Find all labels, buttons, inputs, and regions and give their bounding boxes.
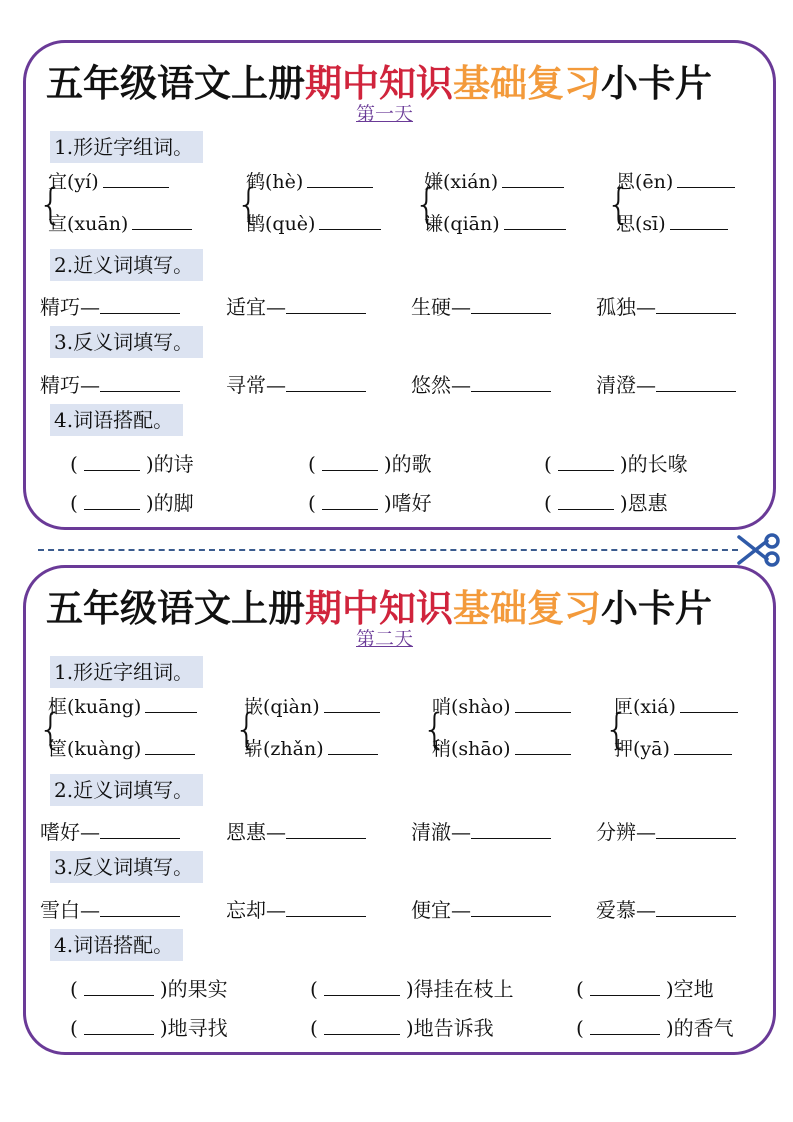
answer-blank[interactable]	[322, 508, 378, 510]
answer-blank[interactable]	[286, 915, 366, 917]
answer-blank[interactable]	[307, 186, 373, 188]
answer-blank[interactable]	[319, 228, 381, 230]
antonym-item: 雪白—	[40, 894, 180, 923]
answer-blank[interactable]	[677, 186, 735, 188]
answer-blank[interactable]	[558, 508, 614, 510]
section-similar-chars: 1.形近字组词。	[50, 131, 203, 163]
match-item: ( )嗜好	[308, 491, 432, 515]
answer-blank[interactable]	[656, 915, 736, 917]
answer-blank[interactable]	[471, 915, 551, 917]
match-item: ( )的香气	[576, 1016, 734, 1040]
answer-blank[interactable]	[286, 312, 366, 314]
synonym-item: 孤独—	[596, 291, 736, 320]
day-label: 第一天	[356, 103, 414, 125]
antonym-item: 爱慕—	[596, 894, 736, 923]
answer-blank[interactable]	[84, 508, 140, 510]
match-item: ( )的脚	[70, 491, 194, 515]
brace-icon: {	[236, 180, 262, 230]
section-similar-chars: 1.形近字组词。	[50, 656, 203, 688]
brace-icon: {	[604, 705, 630, 755]
match-item: ( )恩惠	[544, 491, 668, 515]
brace-icon: {	[38, 705, 64, 755]
section-antonyms: 3.反义词填写。	[50, 851, 203, 883]
section-word-matching: 4.词语搭配。	[50, 404, 183, 436]
synonym-item: 生硬—	[411, 291, 551, 320]
answer-blank[interactable]	[328, 753, 378, 755]
synonym-item: 适宜—	[226, 291, 366, 320]
synonym-item: 精巧—	[40, 291, 180, 320]
synonym-item: 清澈—	[411, 816, 551, 845]
synonym-item: 分辨—	[596, 816, 736, 845]
answer-blank[interactable]	[84, 469, 140, 471]
review-card-day-1: 五年级语文上册期中知识基础复习小卡片 第一天 1.形近字组词。 { 宜(yí) 宣(xuān) { 鹤(hè) 鹊(què) { 嫌(xián) 谦(qiān) { 恩(ēn) 思(sī) 2.近义词填写。 精巧— 适宜— 生硬— 孤独— 3.反义词填写。 精巧— 寻常— 悠然— 清澄— 4.词语搭配。 ( )的诗 ( )的歌 ( )的长喙 ( )的脚 ( )嗜好 ( )恩惠	[23, 40, 776, 530]
answer-blank[interactable]	[103, 186, 169, 188]
answer-blank[interactable]	[324, 994, 400, 996]
answer-blank[interactable]	[145, 711, 197, 713]
section-synonyms: 2.近义词填写。	[50, 249, 203, 281]
answer-blank[interactable]	[502, 186, 564, 188]
antonym-item: 忘却—	[226, 894, 366, 923]
answer-blank[interactable]	[84, 1033, 154, 1035]
answer-blank[interactable]	[515, 711, 571, 713]
match-item: ( )地告诉我	[310, 1016, 494, 1040]
answer-blank[interactable]	[84, 994, 154, 996]
match-item: ( )的长喙	[544, 452, 688, 476]
brace-icon: {	[422, 705, 448, 755]
answer-blank[interactable]	[286, 390, 366, 392]
antonym-item: 寻常—	[226, 369, 366, 398]
brace-icon: {	[606, 180, 632, 230]
answer-blank[interactable]	[471, 312, 551, 314]
answer-blank[interactable]	[324, 711, 380, 713]
answer-blank[interactable]	[558, 469, 614, 471]
answer-blank[interactable]	[656, 312, 736, 314]
answer-blank[interactable]	[322, 469, 378, 471]
brace-icon: {	[414, 180, 440, 230]
answer-blank[interactable]	[674, 753, 732, 755]
antonym-item: 清澄—	[596, 369, 736, 398]
match-item: ( )地寻找	[70, 1016, 228, 1040]
answer-blank[interactable]	[504, 228, 566, 230]
answer-blank[interactable]	[471, 837, 551, 839]
antonym-item: 悠然—	[411, 369, 551, 398]
section-synonyms: 2.近义词填写。	[50, 774, 203, 806]
answer-blank[interactable]	[100, 390, 180, 392]
answer-blank[interactable]	[590, 994, 660, 996]
match-item: ( )的果实	[70, 977, 228, 1001]
antonym-item: 便宜—	[411, 894, 551, 923]
match-item: ( )的诗	[70, 452, 194, 476]
match-item: ( )得挂在枝上	[310, 977, 514, 1001]
section-word-matching: 4.词语搭配。	[50, 929, 183, 961]
answer-blank[interactable]	[100, 915, 180, 917]
answer-blank[interactable]	[132, 228, 192, 230]
brace-icon: {	[234, 705, 260, 755]
card-title: 五年级语文上册期中知识基础复习小卡片	[46, 587, 712, 630]
brace-icon: {	[38, 180, 64, 230]
answer-blank[interactable]	[145, 753, 195, 755]
answer-blank[interactable]	[656, 390, 736, 392]
answer-blank[interactable]	[100, 312, 180, 314]
antonym-item: 精巧—	[40, 369, 180, 398]
section-antonyms: 3.反义词填写。	[50, 326, 203, 358]
answer-blank[interactable]	[656, 837, 736, 839]
synonym-item: 恩惠—	[226, 816, 366, 845]
match-item: ( )空地	[576, 977, 714, 1001]
answer-blank[interactable]	[286, 837, 366, 839]
answer-blank[interactable]	[670, 228, 728, 230]
synonym-item: 嗜好—	[40, 816, 180, 845]
answer-blank[interactable]	[680, 711, 738, 713]
answer-blank[interactable]	[471, 390, 551, 392]
match-item: ( )的歌	[308, 452, 432, 476]
card-title: 五年级语文上册期中知识基础复习小卡片	[46, 62, 712, 105]
answer-blank[interactable]	[324, 1033, 400, 1035]
review-card-day-2: 五年级语文上册期中知识基础复习小卡片 第二天 1.形近字组词。 { 框(kuāng) 筐(kuàng) { 嵌(qiàn) 崭(zhǎn) { 哨(shào) 稍(shāo) { 匣(xiá) 押(yā) 2.近义词填写。 嗜好— 恩惠— 清澈— 分辨— 3.反义词填写。 雪白— 忘却— 便宜— 爱慕— 4.词语搭配。 ( )的果实 ( )得挂在枝上 ( )空地 ( )地寻找 ( )地告诉我 ( )的香气	[23, 565, 776, 1055]
cut-line	[38, 549, 738, 551]
answer-blank[interactable]	[100, 837, 180, 839]
answer-blank[interactable]	[590, 1033, 660, 1035]
answer-blank[interactable]	[515, 753, 571, 755]
day-label: 第二天	[356, 628, 414, 650]
